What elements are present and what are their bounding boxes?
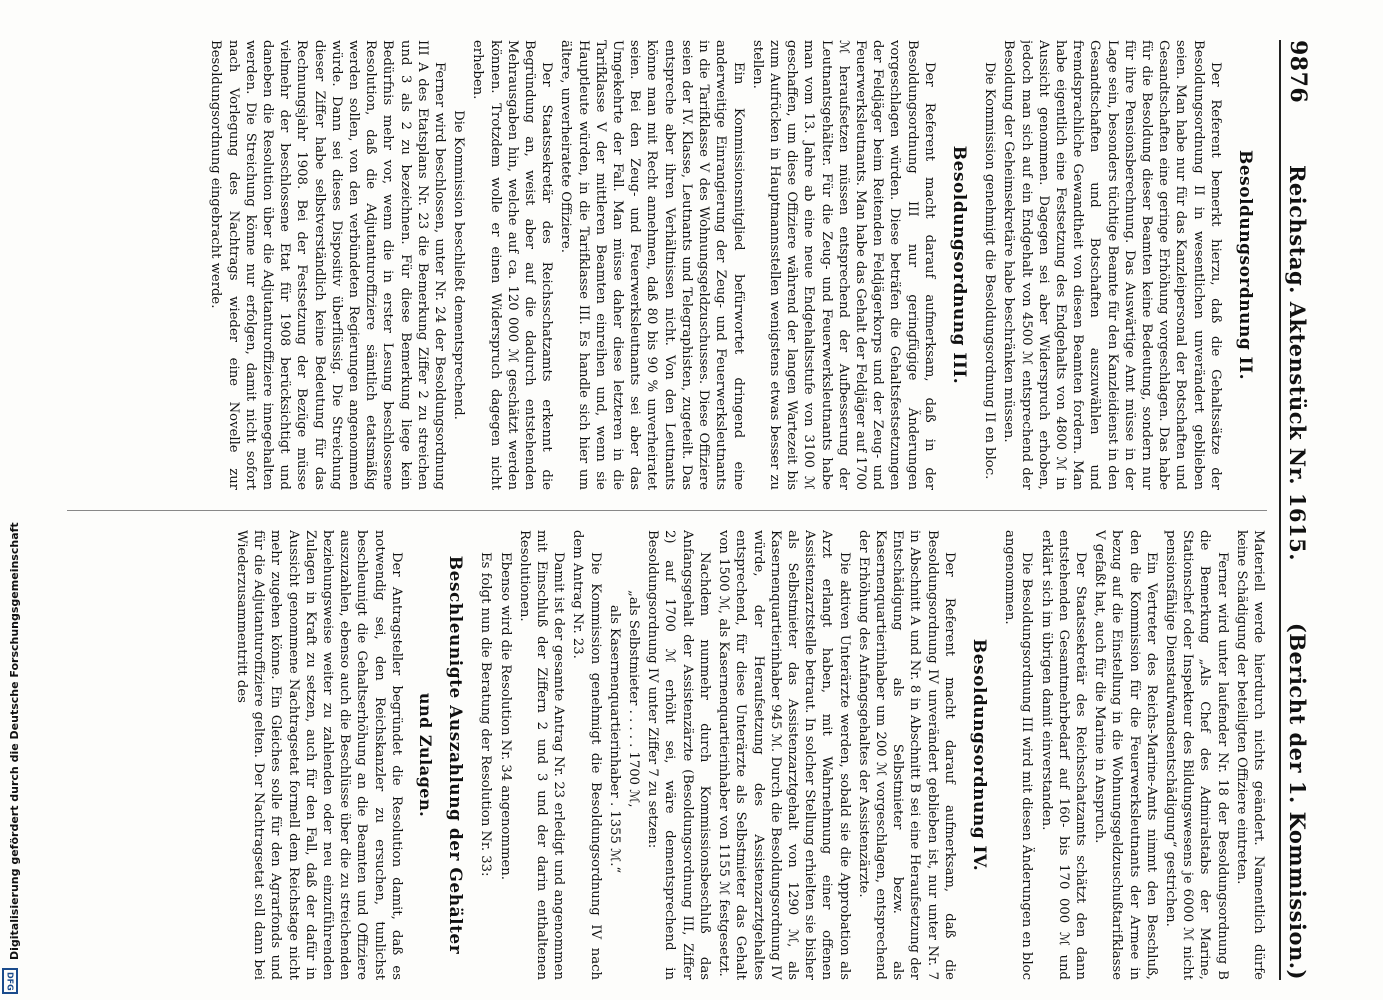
paragraph: Ferner wird unter laufender Nr. 18 der Besoldungsordnung B die Bemerkung „Als Chef des Admiralstabs der Marine, Stationschef oder Inspekteur des Bildungswesens je 6000 ℳ nicht pensionsfähige Dienstaufwandsentschädigung“ gestrichen. xyxy=(1162,530,1230,980)
section-heading: Besoldungsordnung IV. xyxy=(968,638,989,872)
paragraph: Der Referent bemerkt hierzu, daß die Gehaltssätze der Besoldungsordnung II in wesentlichen unverändert geblieben seien. Man habe nur für das Kanzleipersonal der Botschaften und Gesandtschaften eine geringe Erhöhung vorgeschlagen. Das habe für die Besoldung dieser Beamten keine Bedeutung, sondern nur für ihre Pensionsberechnung. Das Auswärtige Amt müsse in der Lage sein, besonders tüchtige Beamte für den Kanzleidienst in den Gesandtschaften und Botschaften auszuwählen und fremdsprachliche Gewandtheit von diesen Beamten fordern. Man habe eigentlich eine Festsetzung des Endgehalts von 4800 ℳ in Aussicht genommen. Dagegen sei aber Widerspruch erhoben, jedoch man sich auf ein Endgehalt von 4500 ℳ entsprechend der Besoldung der Geheimsekretäre habe beschränken müssen. xyxy=(1001,40,1223,490)
quote-line: „als Selbstmieter . . . . . 1700 ℳ, xyxy=(626,590,642,808)
rotated-document xyxy=(50,40,1315,980)
paragraph: Der Staatssekretär des Reichsschatzamts erkennt die Begründung an, weist aber auf die dadurch entstehenden Mehrausgaben hin, welche auf ca. 120 000 ℳ geschätzt werden können. Trotzdem wolle er einen Widerspruch dagegen nicht erheben. xyxy=(470,40,555,490)
paragraph: Der Staatssekretär des Reichsschatzamts schätzt den dann entstehenden Gesamtmehrbedarf auf 160- bis 170 000 ℳ und erklärt sich im übrigen damit einverstanden. xyxy=(1038,530,1088,980)
column-divider xyxy=(67,510,1267,511)
paragraph: Die Kommission genehmigt die Besoldungsordnung IV nach dem Antrag Nr. 23. xyxy=(570,530,603,980)
section-heading: Besoldungsordnung III. xyxy=(948,145,969,385)
paragraph: Ein Vertreter des Reichs-Marine-Amts nimmt den Beschluß, den die Kommission für die Feuerwerksleutnants der Armee in bezug auf die Einstellung in die Wohnungsgeldzuschußtarifklasse V gefaßt hat, auch für die Marine in Anspruch. xyxy=(1092,530,1159,980)
dfg-logo: DFG xyxy=(2,968,18,994)
document-title: Reichstag. Aktenstück Nr. 1615. xyxy=(1285,164,1311,562)
running-header xyxy=(1279,40,1315,980)
paragraph: Materiell werde hierdurch nichts geändert. Namentlich dürfe keine Schädigung der beteiligten Offiziere eintreten. xyxy=(1233,530,1266,980)
paragraph: Ebenso wird die Resolution Nr. 34 angenommen. xyxy=(497,552,513,880)
quote-line: als Kasernenquartierinhaber . 1355 ℳ.“ xyxy=(606,605,622,874)
paragraph: Es folgt nun die Beratung der Resolution Nr. 33: xyxy=(478,552,494,877)
paragraph: Ferner wird beschlossen, unter Nr. 24 der Besoldungsordnung III A des Etatsplans Nr. 23 die Bemerkung Ziffer 2 zu streichen und 3 als 2 zu bezeichnen. Für diese Bemerkung liege kein Bedürfnis mehr vor, wenn die in erster Lesung beschlossene Resolution, daß die Adjutanturoffiziere sämtlich etatsmäßig werden sollen, von den verbündeten Regierungen angenommen würde. Dann sei dieses Dispositiv überflüssig. Die Streichung dieser Ziffer habe selbstverständlich keine Bedeutung für das Rechnungsjahr 1908. Bei der Festsetzung der Bezüge müsse vielmehr der beschlossene Etat für 1908 berücksichtigt und daneben die Resolution über die Adjutanturoffiziere innegehalten werden. Die Streichung könne nur erfolgen, damit nicht sofort nach Vorlegung des Nachtrags wieder eine Novelle zur Besoldungsordnung eingebracht werde. xyxy=(208,40,448,490)
paragraph: Ein Kommissionsmitglied befürwortet dringend eine anderweitige Einrangierung der Zeug- und Feuerwerksleutnants in die Tarifklasse V des Wohnungsgeldzuschusses. Diese Offiziere seien der IV. Klasse, Leutnants und Telegraphisten, zugeteilt. Das entspreche aber ihren Verhältnissen nicht. Von den Leutnants könne man mit Recht annehmen, daß 80 bis 90 % unverheiratet seien. Bei den Zeug- und Feuerwerksleutnants sei aber das Umgekehrte der Fall. Man müsse daher diese letzteren in die Tarifklasse V der mittleren Beamten einreihen und, wenn sie Hauptleute würden, in die Tarifklasse III. Es handle sich hier um ältere, unverheiratete Offiziere. xyxy=(558,40,746,490)
section-heading: und Zulagen. xyxy=(416,692,436,818)
digitization-credit: Digitalisierung gefördert durch die Deutsche Forschungsgemeinschaft xyxy=(8,522,21,960)
document-subtitle: (Bericht der 1. Kommission.) xyxy=(1285,622,1311,980)
left-column xyxy=(57,40,1267,490)
right-column xyxy=(57,530,1267,980)
paragraph: Nachdem nunmehr durch Kommissionsbeschluß das Anfangsgehalt der Assistenzärzte (Besoldungsordnung III, Ziffer 2) auf 1700 ℳ erhöht sei, wäre dementsprechend in Besoldungsordnung IV unter Ziffer 7 zu setzen: xyxy=(645,530,712,980)
paragraph: Der Antragsteller begründet die Resolution damit, daß es notwendig sei, den Reichskanzler zu ersuchen, tunlichst beschleunigt die Gehaltserhöhung an die Beamten und Offiziere auszuzahlen, ebenso auch die Beschlüsse über die zu streichenden beziehungsweise weiter zu zahlenden oder neu einzuführenden Zulagen in Kraft zu setzen, auch für den Fall, daß der dafür in Aussicht genommene Nachtragsetat formell dem Reichstage nicht mehr zugehen könne. Ein Gleiches solle für den Agrarfonds und für die Adjutanturoffiziere gelten. Der Nachtragsetat soll dann bei Wiederzusammentritt des xyxy=(234,530,404,980)
paragraph: Der Referent macht darauf aufmerksam, daß die Besoldungsordnung IV unverändert geblieben ist, nur unter Nr. 7 in Abschnitt A und Nr. 8 in Abschnitt B sei eine Heraufsetzung der Entschädigung als Selbstmieter bezw. als Kasernenquartierinhaber um 200 ℳ vorgeschlagen, entsprechend der Erhöhung des Anfangsgehaltes der Assistenzärzte. xyxy=(855,530,957,980)
page-number: 9876 xyxy=(1285,40,1311,104)
paragraph: Damit ist der gesamte Antrag Nr. 23 erledigt und angenommen mit Einschluß der Ziffern 2 und 3 und der darin enthaltenen Resolutionen. xyxy=(516,530,567,980)
section-heading: Beschleunigte Auszahlung der Gehälter xyxy=(445,555,466,955)
paragraph: Die aktiven Unterärzte werden, sobald sie die Approbation als Arzt erlangt haben, mit Wahrnehmung einer offenen Assistenzarztstelle betraut. In solcher Stellung erhielten sie bisher als Selbstmieter das Assistenzarztgehalt von 1290 ℳ, als Kasernenquartierinhaber 945 ℳ. Durch die Besoldungsordnung IV würde, der Heraufsetzung des Assistenzarztgehaltes entsprechend, für diese Unterärzte als Selbstmieter das Gehalt von 1500 ℳ, als Kasernenquartierinhaber von 1155 ℳ festgesetzt. xyxy=(716,530,852,980)
paragraph: Der Referent macht darauf aufmerksam, daß in der Besoldungsordnung III nur geringfügige Änderungen vorgeschlagen würden. Diese beträfen die Gehaltsfestsetzungen der Feldjäger beim Reitenden Feldjägerkorps und der Zeug- und Feuerwerksleutnants. Man habe das Gehalt der Feldjäger auf 1700 ℳ heraufsetzen müssen entsprechend der Aufbesserung der Leutnantsgehälter. Für die Zeug- und Feuerwerksleutnants habe man vom 13. Jahre ab eine neue Endgehaltsstufe von 3100 ℳ geschaffen, um diese Offiziere während der langen Wartezeit bis zum Aufrücken in Hauptmannsstellen wenigstens etwas besser zu stellen. xyxy=(749,40,937,490)
paragraph: Die Kommission beschließt dementsprechend. xyxy=(451,110,467,420)
paragraph: Die Kommission genehmigt die Besoldungsordnung II en bloc. xyxy=(982,62,998,480)
paragraph: Die Besoldungsordnung III wird mit diesen Änderungen en bloc angenommen. xyxy=(1002,530,1035,980)
section-heading: Besoldungsordnung II. xyxy=(1235,149,1255,380)
